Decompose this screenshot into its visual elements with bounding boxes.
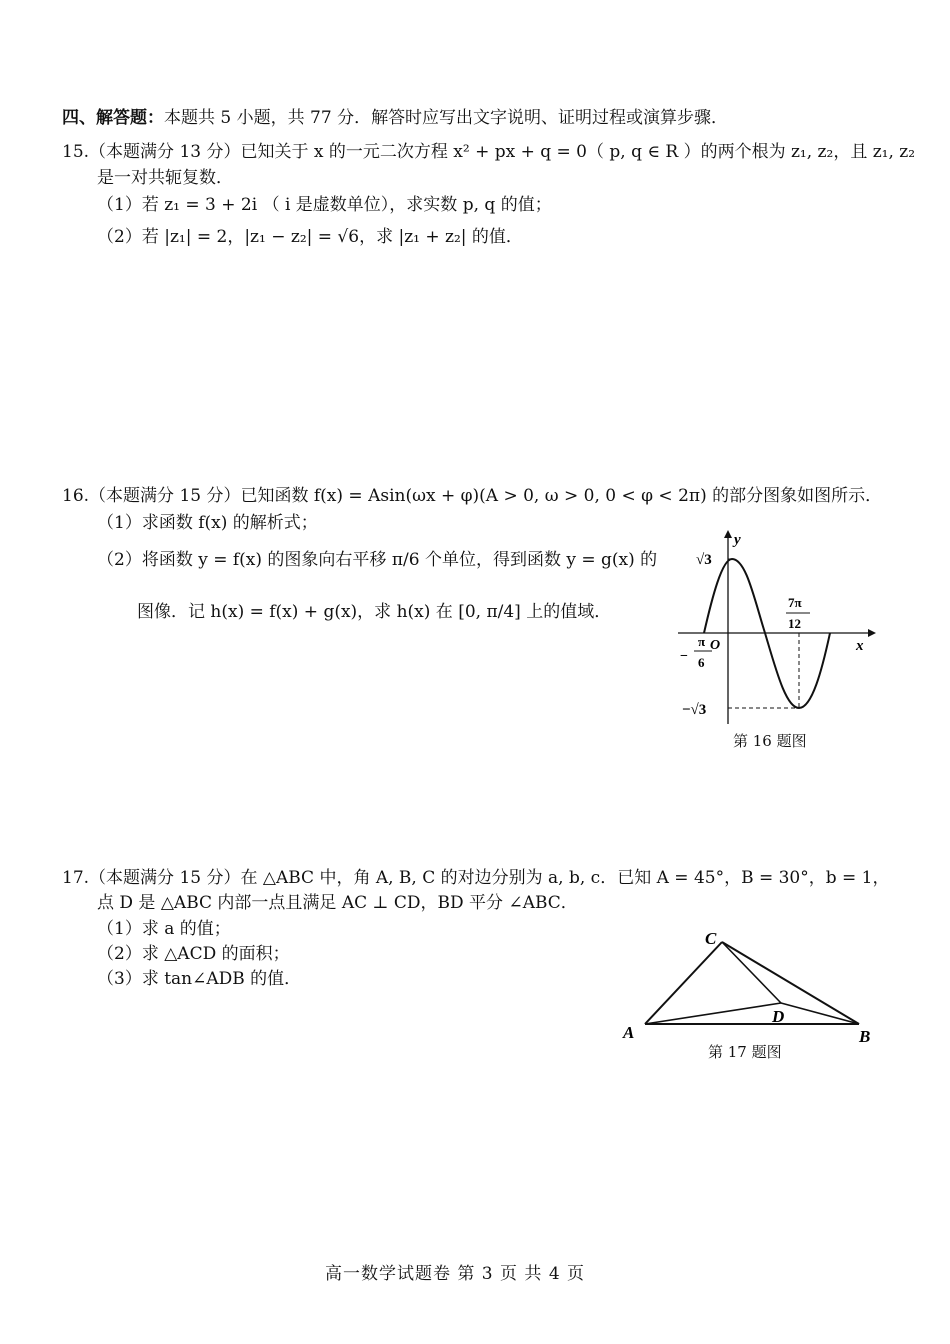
left-tick-sign: − bbox=[680, 649, 688, 664]
min-label: −√3 bbox=[682, 702, 707, 718]
section-heading-line bbox=[62, 106, 728, 130]
max-label: √3 bbox=[696, 552, 712, 568]
q17-part1: （1）求 a 的值； bbox=[97, 919, 231, 939]
q16-sine-graph bbox=[670, 528, 880, 728]
vertex-b-label: B bbox=[859, 1027, 871, 1046]
left-tick-numerator: π bbox=[698, 634, 706, 649]
left-tick-denominator: 6 bbox=[698, 655, 705, 670]
right-tick-denominator: 12 bbox=[788, 616, 801, 631]
q15-stem-line2: 是一对共轭复数． bbox=[97, 168, 233, 188]
q17-stem-line1: 17.（本题满分 15 分）在 △ABC 中，角 A, B, C 的对边分别为 a, b, c．已知 A = 45°，B = 30°，b = 1， bbox=[62, 868, 890, 888]
q17-figure-caption: 第 17 题图 bbox=[708, 1043, 782, 1061]
right-tick-numerator: 7π bbox=[788, 595, 802, 610]
q17-part2: （2）求 △ACD 的面积； bbox=[97, 944, 290, 964]
q15-part1: （1）若 z₁ = 3 + 2i （ i 是虚数单位），求实数 p, q 的值； bbox=[97, 195, 552, 215]
vertex-c-label: C bbox=[705, 929, 717, 948]
q17-part3: （3）求 tan∠ADB 的值． bbox=[97, 969, 302, 989]
q16-part2-line2: 图像．记 h(x) = f(x) + g(x)，求 h(x) 在 [0, π/4] 上的值域． bbox=[137, 602, 612, 622]
q16-part1: （1）求函数 f(x) 的解析式； bbox=[97, 513, 318, 533]
q16-stem: 16.（本题满分 15 分）已知函数 f(x) = Asin(ωx + φ)(A > 0, ω > 0, 0 < φ < 2π) 的部分图象如图所示． bbox=[62, 486, 883, 506]
point-d-label: D bbox=[772, 1007, 785, 1026]
page-footer: 高一数学试题卷 第 3 页 共 4 页 bbox=[325, 1264, 586, 1284]
q17-triangle-figure bbox=[615, 920, 885, 1050]
q15-stem-line1: 15.（本题满分 13 分）已知关于 x 的一元二次方程 x² + px + q = 0（ p, q ∈ R ）的两个根为 z₁, z₂，且 z₁, z₂ bbox=[62, 142, 916, 162]
q16-part2-line1: （2）将函数 y = f(x) 的图象向右平移 π/6 个单位，得到函数 y = g(x) 的 bbox=[97, 550, 658, 570]
x-axis-label: x bbox=[856, 638, 864, 654]
q15-part2: （2）若 |z₁| = 2，|z₁ − z₂| = √6，求 |z₁ + z₂| 的值． bbox=[97, 227, 523, 247]
origin-label: O bbox=[710, 638, 721, 653]
section-heading: 四、解答题： bbox=[62, 108, 164, 128]
section-intro: 本题共 5 小题，共 77 分．解答时应写出文字说明、证明过程或演算步骤． bbox=[164, 108, 729, 128]
y-axis-label: y bbox=[734, 532, 741, 548]
vertex-a-label: A bbox=[623, 1023, 635, 1042]
q16-figure-caption: 第 16 题图 bbox=[733, 732, 807, 750]
q17-stem-line2: 点 D 是 △ABC 内部一点且满足 AC ⊥ CD，BD 平分 ∠ABC． bbox=[97, 893, 578, 913]
